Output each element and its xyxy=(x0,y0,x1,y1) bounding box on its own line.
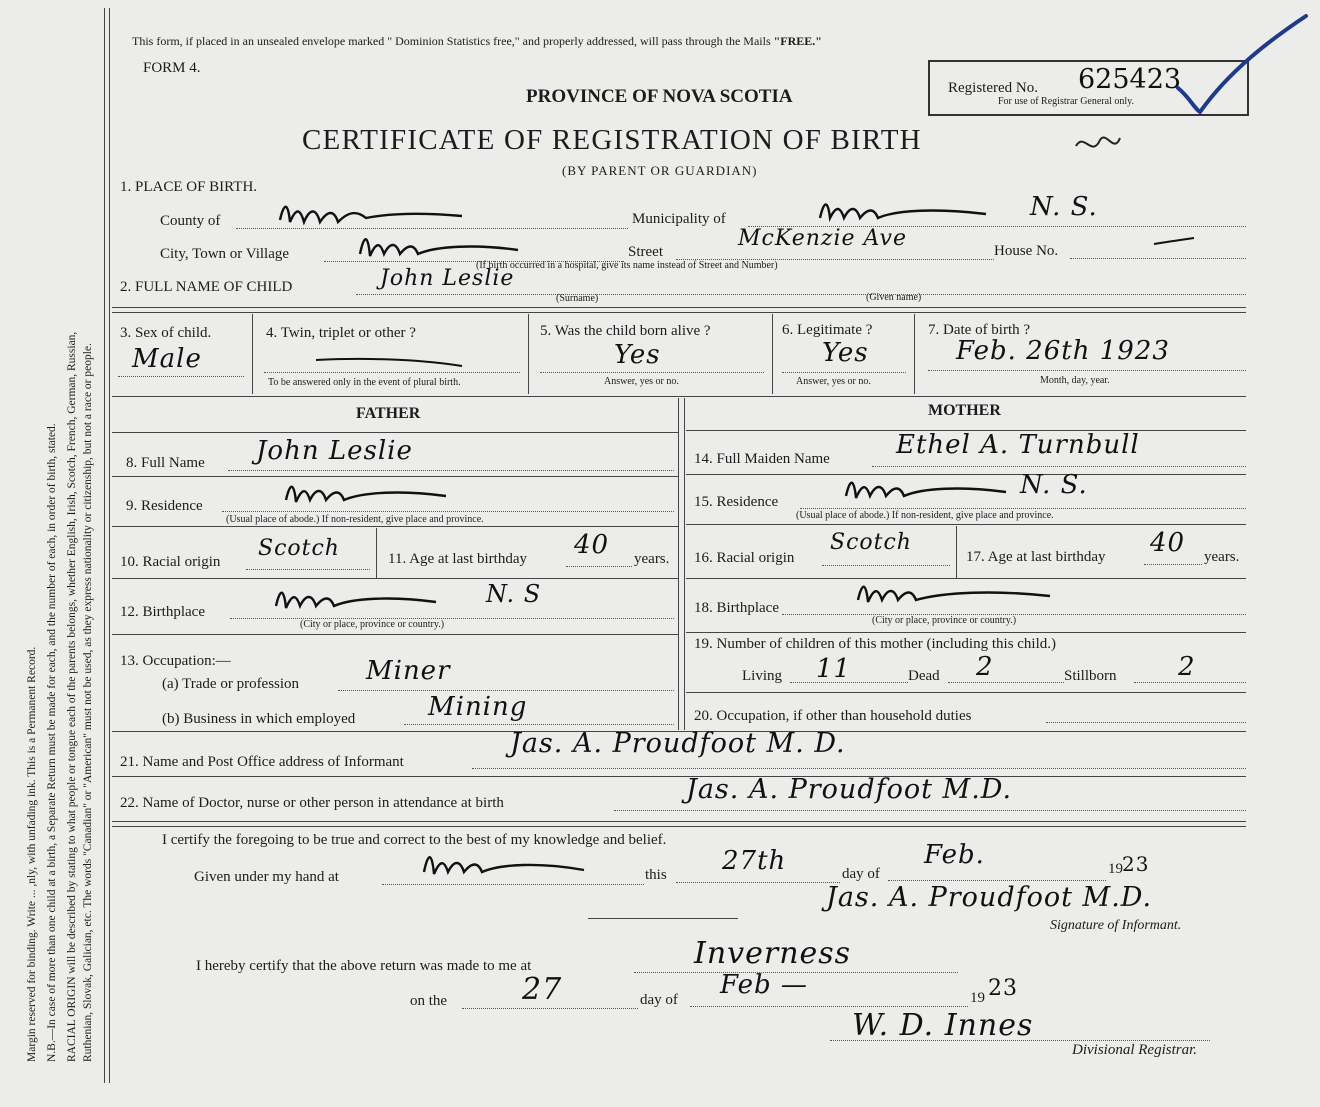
legitimate-value: Yes xyxy=(822,338,869,368)
rule-after-8 xyxy=(112,476,678,477)
given-month-line xyxy=(888,880,1106,881)
divider-10-11 xyxy=(376,528,377,578)
mother-heading: MOTHER xyxy=(928,402,1001,419)
twin-note: To be answered only in the event of plural birth. xyxy=(268,377,461,388)
father-name-value: John Leslie xyxy=(256,436,413,466)
mother-race-value: Scotch xyxy=(830,530,912,555)
on-the-label: on the xyxy=(410,993,448,1009)
mother-birthplace-handwriting xyxy=(854,578,1054,610)
full-name-label: 2. FULL NAME OF CHILD xyxy=(120,279,293,295)
mother-stillborn-label: Stillborn xyxy=(1064,668,1117,684)
alive-note: Answer, yes or no. xyxy=(604,376,679,387)
alive-line xyxy=(540,372,764,373)
county-label: County of xyxy=(160,213,221,229)
checkmark-icon xyxy=(1170,10,1310,120)
father-trade-value: Miner xyxy=(366,656,451,686)
reg-day-of-label: day of xyxy=(640,992,678,1008)
mother-living-label: Living xyxy=(742,668,782,684)
rule-after-10 xyxy=(112,578,678,579)
reg-day-value: 27 xyxy=(522,972,563,1007)
house-label: House No. xyxy=(994,243,1059,259)
father-age-line xyxy=(566,566,632,567)
city-label: City, Town or Village xyxy=(160,246,290,262)
father-name-line xyxy=(228,470,674,471)
mother-children-label: 19. Number of children of this mother (including this child.) xyxy=(694,636,1057,652)
street-value: McKenzie Ave xyxy=(738,226,907,251)
rule-after-21 xyxy=(112,776,1246,777)
dob-line xyxy=(928,370,1246,371)
registrar-use-note: For use of Registrar General only. xyxy=(998,96,1134,107)
house-dash xyxy=(1150,234,1200,250)
father-birthplace-handwriting xyxy=(272,584,442,616)
mother-dead-value: 2 xyxy=(976,652,994,682)
rule-after-12 xyxy=(112,634,678,635)
given-day-value: 27th xyxy=(722,846,787,876)
reg-year-suffix: 23 xyxy=(988,976,1018,1001)
certificate-title: CERTIFICATE OF REGISTRATION OF BIRTH xyxy=(302,124,922,156)
rule-after-row3 xyxy=(112,396,1246,397)
city-handwriting xyxy=(356,230,526,264)
municipality-value: N. S. xyxy=(1030,192,1098,222)
house-line xyxy=(1070,258,1246,259)
mail-notice: This form, if placed in an unsealed envelope marked " Dominion Statistics free," and properly addressed, will pass through the Mails "FREE." xyxy=(132,34,822,48)
mother-years: years. xyxy=(1204,549,1240,565)
father-heading: FATHER xyxy=(356,405,421,422)
father-birthplace-note: (City or place, province or country.) xyxy=(300,619,445,630)
twin-label: 4. Twin, triplet or other ? xyxy=(266,325,416,341)
given-month-value: Feb. xyxy=(924,840,985,870)
father-trade-line xyxy=(338,690,674,691)
mother-residence-value: N. S. xyxy=(1020,470,1088,500)
alive-value: Yes xyxy=(614,340,661,370)
rule-after-name-2 xyxy=(112,312,1246,313)
father-age-value: 40 xyxy=(574,530,610,560)
father-residence-label: 9. Residence xyxy=(126,498,203,514)
margin-note-racial-origin: RACIAL ORIGIN will be described by stating to what people or tongue each of the parents belongs, whether English, Irish, Scotch, French, German, Russian, xyxy=(66,331,78,1062)
full-name-line xyxy=(356,294,1246,295)
binding-line-2 xyxy=(109,8,110,1083)
given-day-of-label: day of xyxy=(842,866,880,882)
father-residence-handwriting xyxy=(282,478,452,510)
mother-race-label: 16. Racial origin xyxy=(694,550,795,566)
informant-label: 21. Name and Post Office address of Informant xyxy=(120,754,404,770)
mother-residence-label: 15. Residence xyxy=(694,494,779,510)
mother-race-line xyxy=(822,565,950,566)
registrar-caption: Divisional Registrar. xyxy=(1072,1042,1198,1058)
rule-after-9 xyxy=(112,526,678,527)
father-business-value: Mining xyxy=(428,692,528,722)
divider-5-6 xyxy=(772,314,773,394)
street-label: Street xyxy=(628,244,663,260)
mother-abode-note: (Usual place of abode.) If non-resident, give place and province. xyxy=(796,510,1054,521)
informant-signature: Jas. A. Proudfoot M.D. xyxy=(826,882,1153,913)
mother-age-label: 17. Age at last birthday xyxy=(966,549,1106,565)
binding-line-1 xyxy=(104,8,105,1083)
father-name-label: 8. Full Name xyxy=(126,455,205,471)
twin-dash xyxy=(312,352,468,370)
mother-occupation-line xyxy=(1046,722,1246,723)
signature-rule xyxy=(588,918,738,919)
dob-label: 7. Date of birth ? xyxy=(928,322,1031,338)
margin-note-binding: Margin reserved for binding. Write ... ,nly, with unfading ink. This is a Permanent Record. xyxy=(26,646,38,1062)
municipality-label: Municipality of xyxy=(632,211,726,227)
registrar-signature: W. D. Innes xyxy=(852,1008,1034,1043)
given-day-line xyxy=(676,882,840,883)
surname-note: (Surname) xyxy=(556,293,599,304)
margin-note-racial-origin-cont: Ruthenian, Slovak, Galician, etc. The words "Canadian" or "American" must not be used, as they express nationality or citizenship, but not a race or people. xyxy=(82,343,94,1062)
municipality-handwriting xyxy=(816,194,996,228)
registered-label: Registered No. xyxy=(948,80,1038,96)
doctor-label: 22. Name of Doctor, nurse or other person in attendance at birth xyxy=(120,795,504,811)
sex-line xyxy=(118,376,244,377)
county-handwriting xyxy=(276,198,476,232)
rule-after-22b xyxy=(112,826,1246,827)
mother-stillborn-value: 2 xyxy=(1178,652,1196,682)
father-residence-line xyxy=(222,511,674,512)
sex-label: 3. Sex of child. xyxy=(120,325,212,341)
certify-statement: I certify the foregoing to be true and correct to the best of my knowledge and belief. xyxy=(162,832,667,848)
parent-divider-b xyxy=(684,398,685,730)
mother-occupation-label: 20. Occupation, if other than household duties xyxy=(694,708,972,724)
dob-value: Feb. 26th 1923 xyxy=(956,336,1170,366)
province-heading: PROVINCE OF NOVA SCOTIA xyxy=(526,86,793,107)
father-race-label: 10. Racial origin xyxy=(120,554,221,570)
father-business-line xyxy=(404,724,674,725)
divider-6-7 xyxy=(914,314,915,394)
registered-number: 625423 xyxy=(1078,64,1182,95)
this-label: this xyxy=(645,867,667,883)
father-years: years. xyxy=(634,551,670,567)
doctor-value: Jas. A. Proudfoot M.D. xyxy=(686,774,1013,805)
full-name-value: John Leslie xyxy=(380,266,515,291)
given-label: Given under my hand at xyxy=(194,869,339,885)
rule-after-22a xyxy=(112,821,1246,822)
given-year-suffix: 23 xyxy=(1122,852,1150,876)
reg-month-value: Feb — xyxy=(720,970,808,1000)
mother-birthplace-label: 18. Birthplace xyxy=(694,600,779,616)
mother-name-value: Ethel A. Turnbull xyxy=(896,430,1140,460)
rule-after-18 xyxy=(686,632,1246,633)
father-race-line xyxy=(246,569,370,570)
mother-dead-label: Dead xyxy=(908,668,940,684)
father-abode-note: (Usual place of abode.) If non-resident, give place and province. xyxy=(226,514,484,525)
hereby-place-value: Inverness xyxy=(694,936,852,971)
legitimate-line xyxy=(782,372,906,373)
doctor-line xyxy=(614,810,1246,811)
dob-note: Month, day, year. xyxy=(1040,375,1110,386)
given-place-line xyxy=(382,884,644,885)
parent-divider-a xyxy=(678,398,679,730)
father-occupation-label: 13. Occupation:— xyxy=(120,653,231,669)
margin-note-plural-birth: N.B.—In case of more than one child at a birth, a Separate Return must be made for each, and the number of each, in order of birth, stated. xyxy=(46,423,58,1062)
rule-after-19 xyxy=(686,692,1246,693)
sex-value: Male xyxy=(132,344,202,374)
hospital-note: (If birth occurred in a hospital, give its name instead of Street and Number) xyxy=(476,260,778,271)
father-age-label: 11. Age at last birthday xyxy=(388,551,527,567)
father-birthplace-value: N. S xyxy=(486,580,542,608)
father-trade-label: (a) Trade or profession xyxy=(162,676,300,692)
mother-age-value: 40 xyxy=(1150,528,1186,558)
mother-birthplace-note: (City or place, province or country.) xyxy=(872,615,1017,626)
divider-3-4 xyxy=(252,314,253,394)
place-of-birth-heading: 1. PLACE OF BIRTH. xyxy=(120,179,258,195)
hereby-label: I hereby certify that the above return was made to me at xyxy=(196,958,532,974)
informant-signature-caption: Signature of Informant. xyxy=(1050,918,1182,933)
form-number: FORM 4. xyxy=(143,60,201,76)
mother-residence-handwriting xyxy=(842,474,1012,506)
alive-label: 5. Was the child born alive ? xyxy=(540,323,711,339)
given-year-prefix: 19 xyxy=(1108,861,1123,877)
informant-line xyxy=(472,768,1246,769)
mother-living-value: 11 xyxy=(816,654,852,684)
rule-after-15 xyxy=(686,524,1246,525)
mother-age-line xyxy=(1144,564,1202,565)
divider-16-17 xyxy=(956,526,957,578)
mother-residence-line xyxy=(800,508,1246,509)
reg-day-line xyxy=(462,1008,638,1009)
mother-name-line xyxy=(872,466,1246,467)
father-heading-rule xyxy=(112,432,678,433)
reg-year-prefix: 19 xyxy=(970,990,985,1006)
father-race-value: Scotch xyxy=(258,536,340,561)
father-birthplace-label: 12. Birthplace xyxy=(120,604,205,620)
father-birthplace-line xyxy=(230,618,674,619)
father-business-label: (b) Business in which employed xyxy=(162,711,356,727)
certificate-subtitle: (BY PARENT OR GUARDIAN) xyxy=(562,163,758,178)
divider-4-5 xyxy=(528,314,529,394)
mother-name-label: 14. Full Maiden Name xyxy=(694,451,830,467)
twin-line xyxy=(264,372,520,373)
mother-dead-line xyxy=(948,682,1064,683)
rule-after-name xyxy=(112,307,1246,308)
stamp-scribble xyxy=(1070,128,1126,164)
informant-value: Jas. A. Proudfoot M. D. xyxy=(510,728,846,759)
legitimate-label: 6. Legitimate ? xyxy=(782,322,873,338)
given-place-handwriting xyxy=(420,848,590,882)
given-name-note: (Given name) xyxy=(866,292,922,303)
legitimate-note: Answer, yes or no. xyxy=(796,376,871,387)
mother-stillborn-line xyxy=(1134,682,1246,683)
reg-month-line xyxy=(690,1006,968,1007)
